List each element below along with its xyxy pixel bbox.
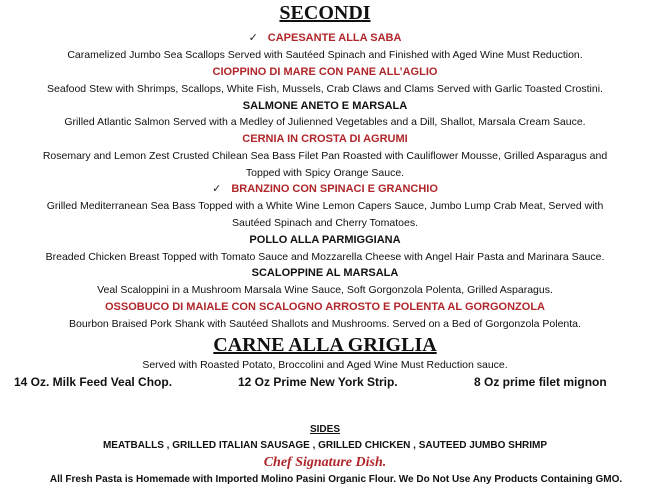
footer-note: All Fresh Pasta is Homemade with Imported Molino Pasini Organic Flour. We Do Not Use Any Products Containing GMO. [49,474,623,485]
dish-name [0,181,650,197]
dish-description: Rosemary and Lemon Zest Crusted Chilean Sea Bass Filet Pan Roasted with Cauliflower Mousse, Grilled Asparagus and [42,150,608,162]
chef-signature-note: Chef Signature Dish. [263,455,387,470]
dish-name: SALMONE ANETO E MARSALA [242,100,408,112]
dish-description: Bourbon Braised Pork Shank with Sautéed Shallots and Mushrooms. Served on a Bed of Gorgonzola Polenta. [69,318,581,330]
dish-name: OSSOBUCO DI MAIALE CON SCALOGNO ARROSTO E POLENTA AL GORGONZOLA [104,301,545,313]
dish-name: CIOPPINO DI MARE CON PANE ALL’AGLIO [212,66,438,78]
grill-item: 8 Oz prime filet mignon [474,375,607,389]
sides-items: MEATBALLS , GRILLED ITALIAN SAUSAGE , GRILLED CHICKEN , SAUTEED JUMBO SHRIMP [102,440,548,451]
dish-name [0,30,650,46]
dish-name: POLLO ALLA PARMIGGIANA [249,234,401,246]
grill-item: 14 Oz. Milk Feed Veal Chop. [14,375,173,389]
dish-name-text: BRANZINO CON SPINACI E GRANCHIO [231,183,438,195]
grill-served-with: Served with Roasted Potato, Broccolini and Aged Wine Must Reduction sauce. [142,359,508,371]
dish-description: Veal Scaloppini in a Mushroom Marsala Wine Sauce, Soft Gorgonzola Polenta, Grilled Asparagus. [97,284,553,296]
checkmark-icon: ✓ [212,183,222,195]
dish-description: Breaded Chicken Breast Topped with Tomato Sauce and Mozzarella Cheese with Angel Hair Pasta and Marinara Sauce. [45,251,605,263]
dish-description: Topped with Spicy Orange Sauce. [245,167,405,179]
sides-title: SIDES [309,424,340,435]
dish-description: Grilled Mediterranean Sea Bass Topped with a White Wine Lemon Capers Sauce, Jumbo Lump Crab Meat, Served with [46,200,604,212]
dish-name: CERNIA IN CROSTA DI AGRUMI [242,133,408,145]
checkmark-icon: ✓ [248,32,258,44]
dish-description: Grilled Atlantic Salmon Served with a Medley of Julienned Vegetables and a Dill, Shallot, Marsala Cream Sauce. [64,116,586,128]
grill-item: 12 Oz Prime New York Strip. [238,375,398,389]
section-title: SECONDI [279,2,371,24]
dish-name-text: CAPESANTE ALLA SABA [267,32,402,44]
dish-description: Caramelized Jumbo Sea Scallops Served with Sautéed Spinach and Finished with Aged Wine Must Reduction. [67,49,583,61]
dish-description: Sautéed Spinach and Cherry Tomatoes. [231,217,418,229]
grill-title: CARNE ALLA GRIGLIA [213,334,437,356]
dish-name: SCALOPPINE AL MARSALA [251,267,399,279]
dish-description: Seafood Stew with Shrimps, Scallops, White Fish, Mussels, Crab Claws and Clams Served with Garlic Toasted Crostini. [47,83,603,95]
